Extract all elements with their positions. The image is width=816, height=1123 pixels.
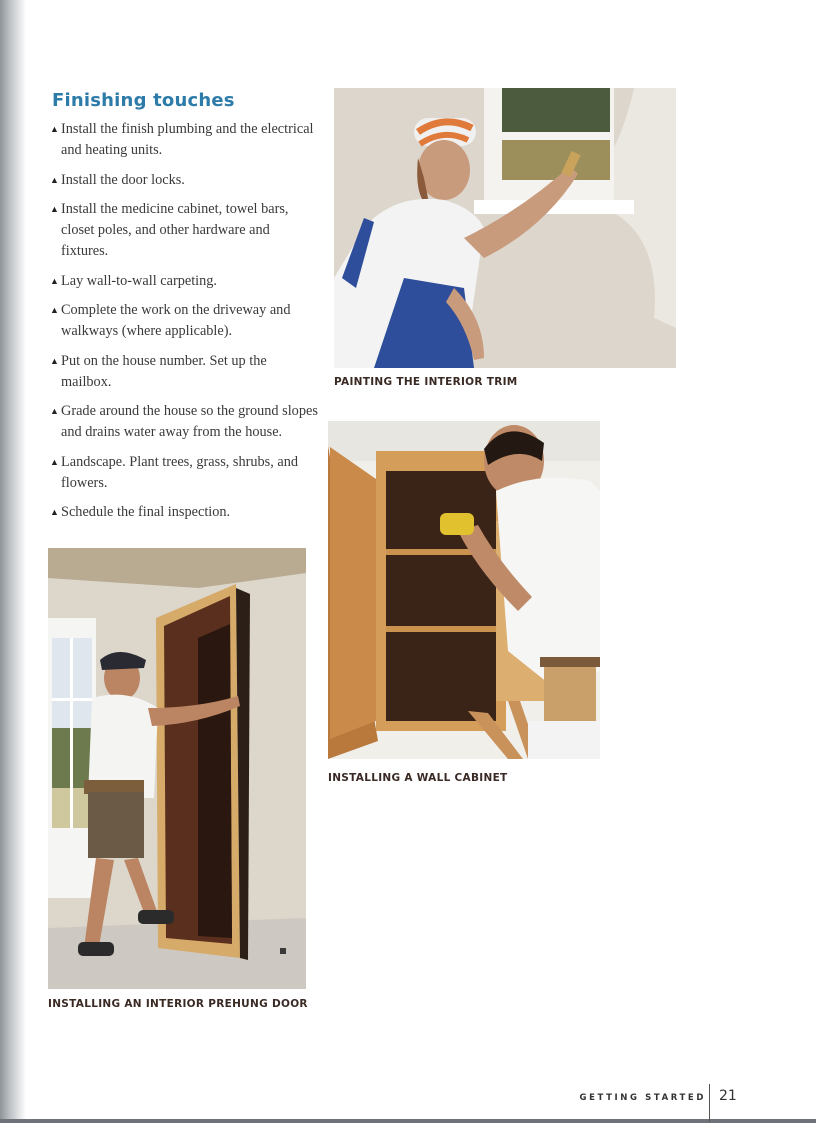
triangle-bullet-icon: ▲ <box>50 456 59 467</box>
photo-wall-cabinet <box>328 421 600 759</box>
caption-wall-cabinet: INSTALLING A WALL CABINET <box>328 772 508 784</box>
list-item-text: Put on the house number. Set up the mailbox. <box>61 352 267 390</box>
triangle-bullet-icon: ▲ <box>50 305 59 315</box>
page-number: 21 <box>719 1088 737 1104</box>
list-item <box>50 502 318 523</box>
list-item-text: Install the door locks. <box>61 171 185 188</box>
photo-painting-trim-illustration <box>334 88 676 368</box>
photo-painting-trim <box>334 88 676 368</box>
list-item-text: Landscape. Plant trees, grass, shrubs, and flowers. <box>61 453 299 491</box>
running-footer-section: GETTING STARTED <box>579 1093 706 1103</box>
triangle-bullet-icon: ▲ <box>50 124 59 134</box>
list-item <box>50 351 318 393</box>
scan-edge <box>0 1119 816 1123</box>
list-item <box>50 199 318 262</box>
list-item <box>50 300 318 342</box>
list-item-text: Schedule the final inspection. <box>61 504 231 520</box>
caption-prehung-door: INSTALLING AN INTERIOR PREHUNG DOOR <box>48 998 308 1010</box>
triangle-bullet-icon: ▲ <box>50 507 59 517</box>
list-item <box>50 401 318 443</box>
list-item-text: Install the finish plumbing and the electrical and heating units. <box>61 121 314 158</box>
list-item <box>50 119 318 161</box>
scan-shadow <box>0 0 26 1123</box>
checklist <box>50 119 318 532</box>
photo-prehung-door <box>48 548 306 989</box>
triangle-bullet-icon: ▲ <box>50 174 59 185</box>
section-heading: Finishing touches <box>52 90 235 111</box>
triangle-bullet-icon: ▲ <box>50 406 59 416</box>
list-item-text: Lay wall-to-wall carpeting. <box>61 272 218 289</box>
caption-painting-trim: PAINTING THE INTERIOR TRIM <box>334 376 518 388</box>
triangle-bullet-icon: ▲ <box>50 204 59 214</box>
list-item <box>50 170 318 191</box>
list-item-text: Complete the work on the driveway and walkways (where applicable). <box>61 302 291 339</box>
list-item <box>50 452 318 494</box>
triangle-bullet-icon: ▲ <box>50 275 59 286</box>
list-item-text: Install the medicine cabinet, towel bars, closet poles, and other hardware and fixtures. <box>61 201 289 259</box>
triangle-bullet-icon: ▲ <box>50 355 59 366</box>
photo-prehung-door-illustration <box>48 548 306 989</box>
list-item-text: Grade around the house so the ground slopes and drains water away from the house. <box>61 403 318 440</box>
photo-wall-cabinet-illustration <box>328 421 600 759</box>
footer-divider <box>709 1084 710 1122</box>
list-item <box>50 271 318 292</box>
